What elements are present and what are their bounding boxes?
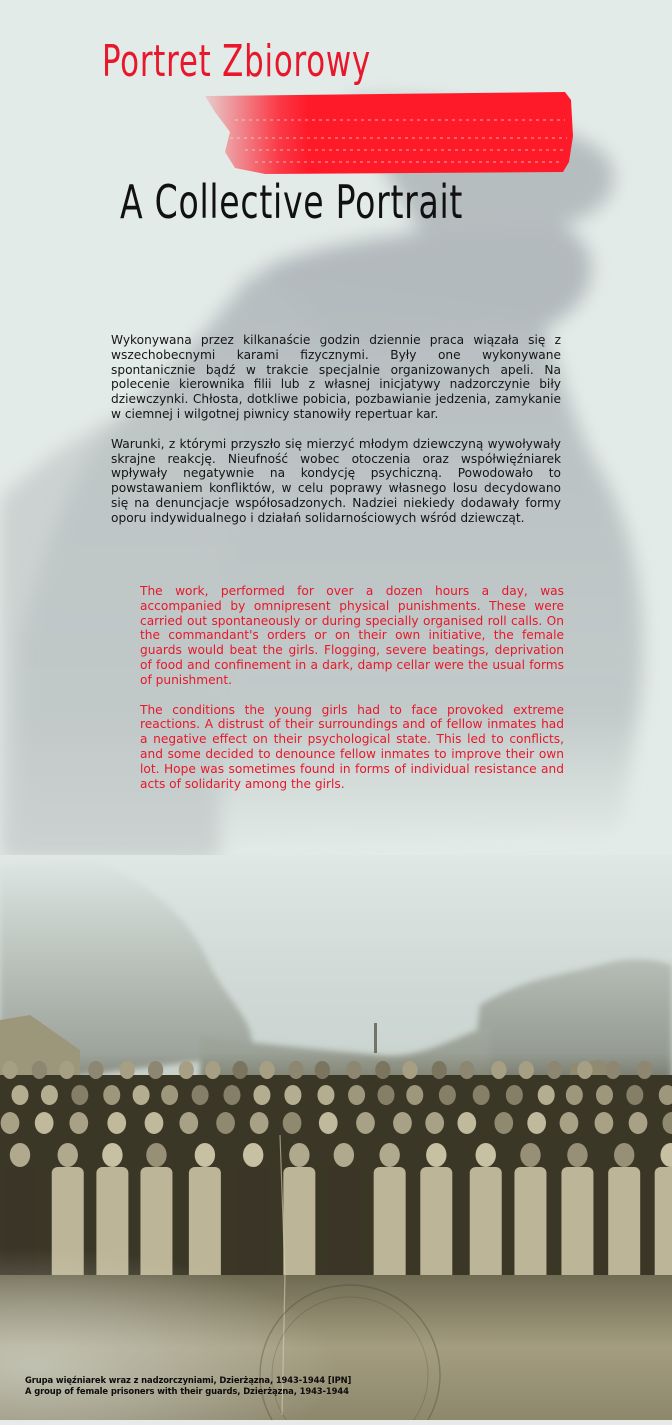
prisoner-face [605,1061,620,1079]
prisoner-face [393,1112,412,1134]
prisoner-face [148,1061,163,1079]
prisoner-face [216,1112,235,1134]
prisoner-face [629,1112,648,1134]
prisoner-face [547,1061,562,1079]
prisoner-face [519,1061,534,1079]
prisoner-face [595,1112,614,1134]
prisoner-face [103,1085,120,1105]
prisoner-face [32,1061,47,1079]
prisoner-face [406,1085,423,1105]
prisoner-face [347,1061,362,1079]
prisoner-face [250,1112,269,1134]
prisoner-face [107,1112,126,1134]
prisoner-face [494,1112,513,1134]
prisoner-face [577,1061,592,1079]
prisoner-face [457,1112,476,1134]
prisoner-face [145,1112,164,1134]
prisoner-face [283,1112,302,1134]
prisoner-face [259,1061,274,1079]
prisoner-face [233,1061,248,1079]
prisoner-face [41,1085,58,1105]
prisoner-face [119,1061,134,1079]
prisoner-face [596,1085,613,1105]
english-description [140,584,564,806]
prisoner-face [59,1061,74,1079]
prisoner-face [179,1112,198,1134]
title-english: A Collective Portrait [120,175,464,229]
prisoner-face [566,1085,583,1105]
prisoner-face [527,1112,546,1134]
prisoner-face [459,1061,474,1079]
prisoner-face [1,1112,20,1134]
caption-english: A group of female prisoners with their guards, Dzierżązna, 1943-1944 [25,1386,349,1396]
prisoner-face [319,1112,338,1134]
prisoner-face [88,1061,103,1079]
prisoner-face [377,1085,394,1105]
photo-caption [25,1375,351,1397]
prisoner-face [205,1061,220,1079]
caption-polish: Grupa więźniarek wraz z nadzorczyniami, Dzierżązna, 1943-1944 [IPN] [25,1375,352,1385]
photo-illustration [0,855,672,1420]
english-paragraph: The work, performed for over a dozen hours a day, was accompanied by omnipresent physical punishments. These were carried out spontaneously or during specially organised roll calls. On the commandant's orders or on their own initiative, the female guards would beat the girls. Flogging, severe beatings, deprivation of food and confinement in a dark, damp cellar were the usual forms of punishment. [140,584,564,687]
prisoner-face [432,1061,447,1079]
prisoner-face [284,1085,301,1105]
prisoner-face [315,1061,330,1079]
polish-description [111,333,561,541]
prisoner-face [69,1112,88,1134]
prisoner-face [626,1085,643,1105]
prisoner-face [560,1112,579,1134]
prisoner-face [356,1112,375,1134]
prisoner-face [473,1085,490,1105]
prisoner-face [348,1085,365,1105]
red-brush-stroke [205,92,577,174]
prisoner-face [425,1112,444,1134]
prisoner-face [71,1085,88,1105]
polish-paragraph: Warunki, z którymi przyszło się mierzyć młodym dziewczyną wywoływały skrajne reakcję. Nieufność wobec otoczenia oraz współwięźniarek wpływały negatywnie na kondycję psychiczną. Powodowało to powstawaniem konfliktów, w celu poprawy własnego losu decydowano się na denuncjacje współosadzonych. Nadziei niekiedy dodawały formy oporu indywidualnego i działań solidarnościowych wśród dziewcząt. [111,436,561,525]
prisoner-face [161,1085,178,1105]
bottom-edge [0,1420,672,1425]
prisoner-face [192,1085,209,1105]
prisoner-face [506,1085,523,1105]
prisoner-face [402,1061,417,1079]
prisoner-face [35,1112,54,1134]
prisoner-face [2,1061,17,1079]
prisoner-face [133,1085,150,1105]
prisoner-face [223,1085,240,1105]
english-paragraph: The conditions the young girls had to face provoked extreme reactions. A distrust of their surroundings and of fellow inmates had a negative effect on their psychological state. This led to conflicts, and some decided to denounce fellow inmates to improve their own lot. Hope was sometimes found in forms of individual resistance and acts of solidarity among the girls. [140,702,564,791]
prisoner-face [439,1085,456,1105]
polish-paragraph: Wykonywana przez kilkanaście godzin dziennie praca wiązała się z wszechobecnymi karami fizycznymi. Były one wykonywane spontanicznie bądź w trakcie specjalnie organizowanych apeli. Na polecenie kierownika filii lub z własnej inicjatywy nadzorczynie biły dziewczynki. Chłosta, dotkliwe pobicia, pozbawianie jedzenia, zamykanie w ciemnej i wilgotnej piwnicy stanowiły repertuar kar. [111,333,561,421]
prisoner-face [538,1085,555,1105]
prisoner-face [179,1061,194,1079]
prisoner-face [288,1061,303,1079]
prisoner-face [317,1085,334,1105]
prisoner-face [253,1085,270,1105]
title-polish: Portret Zbiorowy [102,36,371,87]
prisoner-face [491,1061,506,1079]
prisoner-face [12,1085,29,1105]
prisoner-face [375,1061,390,1079]
historical-group-photo [0,855,672,1420]
prisoner-face [637,1061,652,1079]
